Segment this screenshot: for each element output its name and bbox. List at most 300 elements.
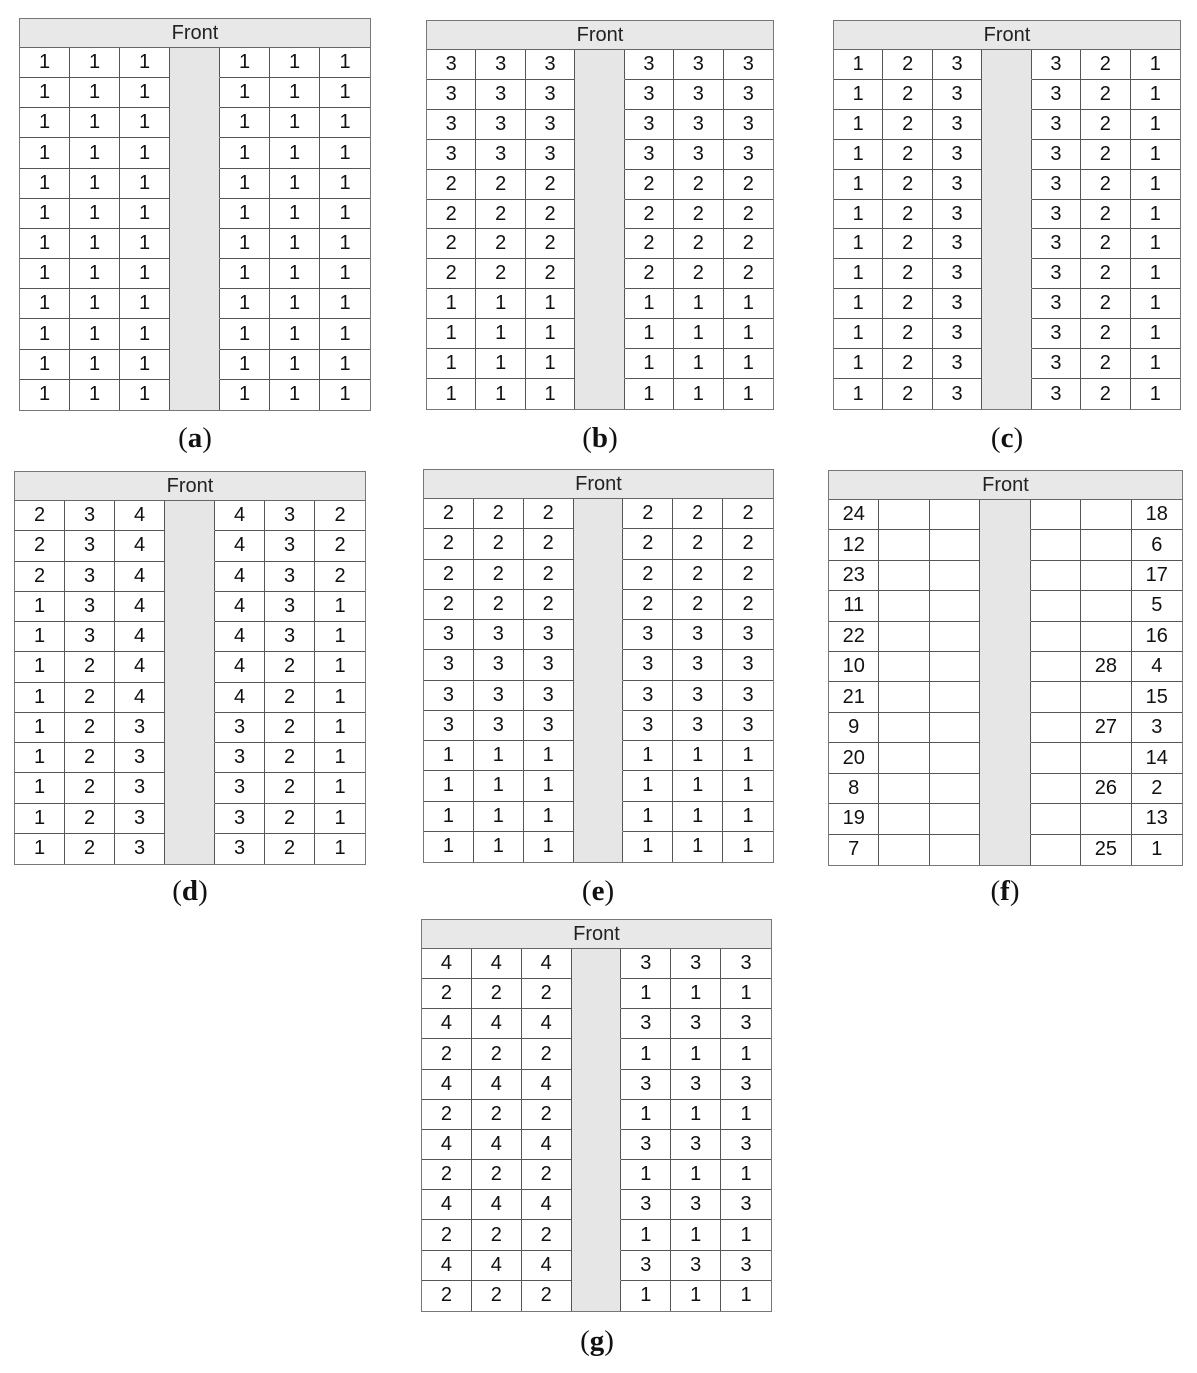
seat-cell: 2 [265, 713, 315, 743]
seat-cell [1031, 561, 1081, 591]
aisle-cell [980, 561, 1030, 591]
seat-cell: 1 [320, 350, 370, 380]
seat-cell: 1 [621, 1100, 671, 1130]
seat-cell: 2 [625, 229, 674, 259]
seat-cell: 2 [526, 200, 575, 230]
seat-grid-g [421, 919, 772, 1312]
seat-cell [1031, 713, 1081, 743]
seat-cell [1081, 591, 1131, 621]
seat-cell: 3 [424, 620, 474, 650]
seat-cell: 1 [320, 319, 370, 349]
aisle-cell [165, 501, 215, 531]
seat-cell: 1 [673, 832, 723, 862]
seat-cell [930, 774, 980, 804]
panel-label: (c) [990, 422, 1024, 454]
seat-cell: 3 [474, 681, 524, 711]
seat-cell: 3 [1032, 379, 1081, 409]
seat-cell: 24 [829, 500, 879, 530]
seat-cell: 2 [422, 1220, 472, 1250]
seat-cell: 3 [65, 531, 115, 561]
seat-cell [1081, 561, 1131, 591]
seat-cell: 2 [474, 590, 524, 620]
seat-cell: 3 [933, 140, 982, 170]
seat-cell [879, 591, 929, 621]
seat-cell: 3 [474, 620, 524, 650]
front-header: Front [422, 920, 771, 949]
seat-cell: 4 [472, 1190, 522, 1220]
seat-cell: 4 [215, 592, 265, 622]
seat-cell: 3 [623, 620, 673, 650]
seat-cell: 3 [724, 110, 773, 140]
seat-cell: 3 [265, 592, 315, 622]
seat-cell: 1 [721, 979, 771, 1009]
aisle-cell [170, 229, 220, 259]
seat-cell: 13 [1132, 804, 1182, 834]
seat-cell: 1 [671, 1039, 721, 1069]
seat-cell: 1 [70, 350, 120, 380]
seat-cell: 11 [829, 591, 879, 621]
seat-cell: 3 [723, 711, 773, 741]
seat-cell: 1 [834, 110, 883, 140]
seat-cell: 1 [120, 350, 170, 380]
seat-cell: 2 [1081, 259, 1130, 289]
seat-cell: 1 [724, 349, 773, 379]
seat-cell: 4 [115, 622, 165, 652]
seat-cell: 4 [115, 531, 165, 561]
aisle-cell [980, 500, 1030, 530]
seat-cell: 3 [65, 501, 115, 531]
seat-cell: 3 [476, 140, 525, 170]
aisle-cell [575, 379, 624, 409]
seat-cell: 1 [834, 170, 883, 200]
seat-cell: 1 [834, 379, 883, 409]
seat-cell: 1 [671, 1100, 721, 1130]
seat-cell: 1 [474, 741, 524, 771]
seat-cell: 4 [522, 1251, 572, 1281]
seat-cell: 2 [522, 1220, 572, 1250]
seat-cell: 1 [15, 773, 65, 803]
front-header: Front [834, 21, 1180, 50]
seat-cell: 1 [120, 319, 170, 349]
seat-cell: 2 [427, 259, 476, 289]
seat-cell: 2 [883, 319, 932, 349]
seat-cell: 1 [834, 319, 883, 349]
aisle-cell [165, 683, 215, 713]
aisle-cell [165, 773, 215, 803]
aisle-cell [575, 140, 624, 170]
seat-cell: 1 [320, 169, 370, 199]
seat-cell: 3 [524, 620, 574, 650]
seat-cell: 2 [1081, 319, 1130, 349]
seat-cell: 2 [673, 560, 723, 590]
seat-cell [1031, 804, 1081, 834]
seat-cell: 3 [724, 80, 773, 110]
aisle-cell [575, 289, 624, 319]
seat-cell: 2 [522, 1160, 572, 1190]
seat-cell: 2 [474, 560, 524, 590]
seat-cell: 2 [422, 1039, 472, 1069]
seat-cell: 1 [70, 380, 120, 410]
seat-cell: 3 [933, 229, 982, 259]
seat-cell: 4 [522, 949, 572, 979]
seat-cell: 3 [674, 140, 723, 170]
seat-cell: 2 [65, 804, 115, 834]
seat-cell: 3 [723, 681, 773, 711]
seat-cell: 2 [526, 259, 575, 289]
seat-cell: 3 [1032, 229, 1081, 259]
seat-cell: 1 [15, 652, 65, 682]
seat-cell [879, 652, 929, 682]
seat-cell: 3 [721, 1251, 771, 1281]
seat-cell: 3 [265, 562, 315, 592]
seat-cell: 2 [427, 200, 476, 230]
aisle-cell [980, 530, 1030, 560]
seat-cell: 3 [673, 620, 723, 650]
seat-cell: 19 [829, 804, 879, 834]
seat-cell: 3 [673, 681, 723, 711]
seat-cell: 1 [621, 1160, 671, 1190]
seat-cell: 2 [723, 590, 773, 620]
seat-cell: 2 [422, 1281, 472, 1311]
seat-cell: 4 [215, 531, 265, 561]
seat-cell: 2 [422, 979, 472, 1009]
seat-cell: 1 [671, 1281, 721, 1311]
seat-cell: 1 [674, 289, 723, 319]
aisle-cell [980, 804, 1030, 834]
seat-cell: 2 [526, 229, 575, 259]
seat-cell: 3 [621, 1190, 671, 1220]
seat-cell: 10 [829, 652, 879, 682]
seat-cell: 3 [625, 80, 674, 110]
seat-cell: 3 [621, 1251, 671, 1281]
seat-cell: 3 [115, 713, 165, 743]
aisle-cell [982, 349, 1031, 379]
seat-cell: 2 [883, 80, 932, 110]
seat-cell: 2 [524, 560, 574, 590]
seat-cell: 1 [1131, 229, 1180, 259]
seat-cell: 3 [621, 1130, 671, 1160]
seat-cell: 2 [522, 979, 572, 1009]
seat-cell: 1 [834, 229, 883, 259]
seat-cell: 1 [621, 1220, 671, 1250]
seat-cell: 1 [673, 741, 723, 771]
seat-grid-body [424, 499, 773, 862]
seat-cell: 2 [472, 979, 522, 1009]
seat-cell: 1 [20, 169, 70, 199]
seat-cell: 1 [1131, 349, 1180, 379]
seat-cell: 1 [621, 979, 671, 1009]
seat-cell: 4 [472, 949, 522, 979]
seat-cell: 3 [1032, 289, 1081, 319]
seat-cell: 1 [270, 48, 320, 78]
seat-cell [1031, 835, 1081, 865]
seat-cell: 1 [15, 592, 65, 622]
seat-cell: 3 [115, 743, 165, 773]
seat-cell [930, 743, 980, 773]
seat-cell: 4 [422, 1009, 472, 1039]
seat-cell: 3 [625, 110, 674, 140]
seat-cell: 1 [524, 741, 574, 771]
seat-cell: 2 [476, 200, 525, 230]
seat-cell: 2 [15, 531, 65, 561]
seat-cell: 16 [1132, 622, 1182, 652]
seat-cell: 2 [522, 1039, 572, 1069]
seat-cell: 3 [215, 743, 265, 773]
seat-cell [879, 804, 929, 834]
seat-cell: 1 [427, 379, 476, 409]
seat-cell: 2 [315, 562, 365, 592]
seat-cell: 1 [20, 380, 70, 410]
seat-cell: 1 [20, 319, 70, 349]
seat-cell: 1 [427, 319, 476, 349]
seat-cell: 2 [427, 170, 476, 200]
seat-cell: 1 [474, 802, 524, 832]
seat-cell: 1 [270, 380, 320, 410]
aisle-cell [165, 652, 215, 682]
seat-cell: 1 [20, 48, 70, 78]
seat-cell: 2 [315, 501, 365, 531]
seat-cell: 1 [424, 771, 474, 801]
seat-cell: 1 [723, 802, 773, 832]
aisle-cell [980, 622, 1030, 652]
seat-cell: 1 [120, 289, 170, 319]
seat-cell: 3 [427, 80, 476, 110]
seat-cell: 3 [621, 1009, 671, 1039]
seat-cell: 3 [1032, 349, 1081, 379]
seat-cell: 3 [524, 681, 574, 711]
seat-cell: 1 [20, 78, 70, 108]
seat-cell: 1 [220, 48, 270, 78]
seat-cell [879, 500, 929, 530]
seat-cell: 1 [740, 1284, 752, 1307]
seat-cell: 3 [215, 834, 265, 864]
aisle-cell [982, 50, 1031, 80]
seat-cell: 2 [883, 379, 932, 409]
aisle-cell [980, 774, 1030, 804]
seat-cell: 5 [1132, 591, 1182, 621]
seat-cell: 2 [65, 683, 115, 713]
seat-cell: 4 [1132, 652, 1182, 682]
aisle-cell [170, 289, 220, 319]
seat-cell: 1 [834, 349, 883, 379]
seat-cell: 1 [1131, 140, 1180, 170]
seat-cell: 2 [472, 1039, 522, 1069]
seat-cell: 2 [1081, 229, 1130, 259]
seat-cell: 7 [829, 835, 879, 865]
seat-cell: 1 [70, 289, 120, 319]
seat-cell: 2 [883, 110, 932, 140]
seat-cell: 1 [220, 108, 270, 138]
seat-cell: 18 [1132, 500, 1182, 530]
seat-cell: 3 [621, 949, 671, 979]
aisle-cell [170, 380, 220, 410]
seat-grid-body [427, 50, 773, 409]
seat-cell [879, 530, 929, 560]
aisle-cell [165, 562, 215, 592]
seat-cell [930, 682, 980, 712]
seat-cell: 1 [476, 289, 525, 319]
seat-cell: 4 [472, 1251, 522, 1281]
seat-cell: 3 [721, 1130, 771, 1160]
aisle-cell [982, 140, 1031, 170]
seat-cell: 2 [265, 804, 315, 834]
seat-cell: 2 [315, 531, 365, 561]
panel-label: (d) [172, 875, 208, 907]
seat-cell: 3 [933, 259, 982, 289]
seat-cell: 2 [883, 140, 932, 170]
seat-cell: 25 [1081, 835, 1131, 865]
seat-cell: 2 [883, 259, 932, 289]
seat-cell: 3 [723, 620, 773, 650]
seat-cell: 2 [524, 590, 574, 620]
seat-cell: 3 [424, 711, 474, 741]
seat-cell: 2 [1081, 379, 1130, 409]
seat-cell: 1 [673, 802, 723, 832]
seat-cell: 4 [522, 1070, 572, 1100]
seat-cell: 1 [15, 622, 65, 652]
seat-cell: 3 [721, 949, 771, 979]
seat-cell: 4 [115, 652, 165, 682]
aisle-cell [980, 591, 1030, 621]
seat-cell: 4 [522, 1009, 572, 1039]
front-header: Front [15, 472, 365, 501]
seat-cell [930, 561, 980, 591]
seat-cell: 1 [70, 319, 120, 349]
panel-label: (g) [580, 1325, 614, 1357]
front-header: Front [20, 19, 370, 48]
seat-cell: 1 [15, 804, 65, 834]
seat-cell: 1 [1149, 382, 1161, 405]
seat-cell: 2 [265, 652, 315, 682]
seat-cell: 4 [115, 562, 165, 592]
seat-cell: 2 [623, 529, 673, 559]
seat-cell: 12 [829, 530, 879, 560]
seat-cell: 4 [522, 1190, 572, 1220]
seat-cell: 1 [524, 802, 574, 832]
seat-cell: 1 [320, 138, 370, 168]
seat-cell: 2 [1081, 289, 1130, 319]
seat-cell: 1 [220, 259, 270, 289]
seat-cell: 3 [673, 650, 723, 680]
aisle-cell [574, 590, 624, 620]
seat-cell: 1 [270, 169, 320, 199]
seat-cell: 2 [723, 529, 773, 559]
seat-cell [879, 774, 929, 804]
aisle-cell [982, 170, 1031, 200]
seat-cell: 2 [883, 229, 932, 259]
aisle-cell [574, 529, 624, 559]
seat-cell [1031, 743, 1081, 773]
seat-cell: 1 [474, 832, 524, 862]
seat-cell: 2 [674, 200, 723, 230]
seat-cell: 2 [474, 499, 524, 529]
seat-cell: 2 [673, 529, 723, 559]
seat-cell: 1 [834, 80, 883, 110]
seat-cell: 1 [315, 652, 365, 682]
seat-cell: 1 [120, 138, 170, 168]
seat-cell: 1 [220, 78, 270, 108]
seat-cell: 2 [522, 1100, 572, 1130]
seat-cell: 2 [424, 529, 474, 559]
aisle-cell [572, 1100, 622, 1130]
seat-cell: 3 [526, 80, 575, 110]
seat-cell: 2 [424, 499, 474, 529]
seat-cell: 2 [724, 229, 773, 259]
aisle-cell [170, 108, 220, 138]
seat-cell: 4 [115, 592, 165, 622]
seat-cell [879, 743, 929, 773]
seat-cell: 3 [115, 834, 165, 864]
seat-cell: 3 [724, 50, 773, 80]
seat-cell: 4 [422, 1070, 472, 1100]
seat-cell: 3 [674, 80, 723, 110]
aisle-cell [575, 319, 624, 349]
seat-cell: 3 [424, 650, 474, 680]
seat-cell: 3 [427, 50, 476, 80]
seat-cell: 2 [472, 1160, 522, 1190]
seat-cell: 1 [270, 78, 320, 108]
seat-cell: 1 [315, 713, 365, 743]
seat-cell: 1 [623, 771, 673, 801]
seat-cell: 3 [933, 319, 982, 349]
seat-cell: 3 [933, 200, 982, 230]
seat-cell: 1 [315, 622, 365, 652]
seat-cell: 1 [70, 199, 120, 229]
aisle-cell [982, 289, 1031, 319]
seat-cell: 1 [623, 832, 673, 862]
seat-cell: 2 [1081, 170, 1130, 200]
aisle-cell [572, 1009, 622, 1039]
seat-cell: 3 [1032, 140, 1081, 170]
seat-cell: 4 [215, 622, 265, 652]
seat-cell: 14 [1132, 743, 1182, 773]
seat-cell: 3 [215, 773, 265, 803]
seat-cell [930, 622, 980, 652]
seat-cell: 1 [270, 319, 320, 349]
seat-cell: 2 [526, 170, 575, 200]
panel-label: (b) [582, 422, 618, 454]
seat-cell: 3 [524, 711, 574, 741]
seat-cell: 3 [721, 1009, 771, 1039]
aisle-cell [575, 50, 624, 80]
seat-cell: 3 [1032, 259, 1081, 289]
seat-cell: 1 [20, 229, 70, 259]
seat-cell [1031, 530, 1081, 560]
seat-cell: 3 [671, 1130, 721, 1160]
seat-grid-c [833, 20, 1181, 410]
seat-cell: 1 [834, 200, 883, 230]
seat-cell: 1 [70, 169, 120, 199]
seat-cell: 1 [320, 78, 370, 108]
seat-cell [930, 652, 980, 682]
aisle-cell [982, 200, 1031, 230]
seat-cell: 1 [724, 289, 773, 319]
seat-cell: 2 [1132, 774, 1182, 804]
seat-cell: 2 [883, 289, 932, 319]
seat-cell: 22 [829, 622, 879, 652]
seat-cell [930, 804, 980, 834]
seat-cell: 1 [1151, 838, 1163, 861]
seat-cell: 1 [270, 289, 320, 319]
seat-cell: 2 [524, 499, 574, 529]
seat-cell: 2 [723, 560, 773, 590]
seat-cell: 3 [674, 50, 723, 80]
seat-cell: 4 [215, 652, 265, 682]
seat-cell: 1 [834, 140, 883, 170]
seat-cell: 2 [625, 200, 674, 230]
seat-cell: 3 [721, 1070, 771, 1100]
front-header: Front [424, 470, 773, 499]
